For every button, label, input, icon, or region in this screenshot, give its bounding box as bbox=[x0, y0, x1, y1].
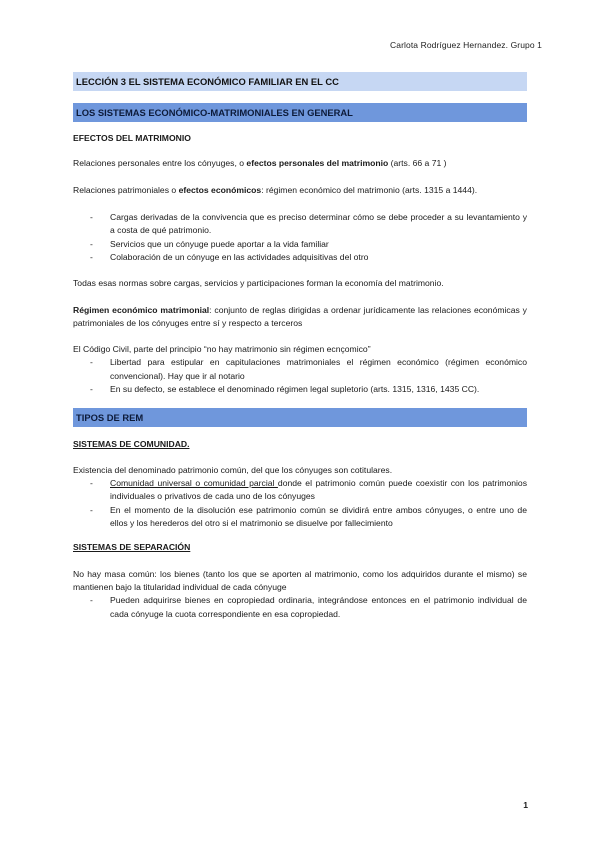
section-title-tipos: TIPOS DE REM bbox=[73, 408, 527, 427]
list-item: - Servicios que un cónyuge puede aportar a la vida familiar bbox=[90, 238, 329, 249]
list-separacion bbox=[73, 594, 527, 621]
list-item: - Libertad para estipular en capitulaciones matrimoniales el régimen económico (régimen económico convencional). Hay que ir al notario bbox=[90, 357, 527, 381]
subtitle-efectos: EFECTOS DEL MATRIMONIO bbox=[73, 133, 191, 143]
list-item: - Colaboración de un cónyuge en las actividades adquisitivas del otro bbox=[90, 251, 369, 262]
paragraph-normas: Todas esas normas sobre cargas, servicios y participaciones forman la economía del matrimonio. bbox=[73, 278, 444, 289]
paragraph-regimen-economico: Régimen económico matrimonial: conjunto de reglas dirigidas a ordenar jurídicamente las relaciones económicas y patrimoniales de los cónyuges entre sí y respecto a terceros bbox=[73, 304, 527, 328]
list-item: - Cargas derivadas de la convivencia que es preciso determinar cómo se debe proceder a su levantamiento y a costa de qué patrimonio. bbox=[90, 211, 527, 236]
list-economia-matrimonio bbox=[73, 211, 527, 264]
header-author: Carlota Rodríguez Hernandez. Grupo 1 bbox=[390, 40, 542, 50]
paragraph-relaciones-personales: Relaciones personales entre los cónyuges, o efectos personales del matrimonio (arts. 66 a 71 ) bbox=[73, 158, 447, 169]
paragraph-masa-comun: No hay masa común: los bienes (tanto los que se aporten al matrimonio, como los adquiridos durante el mismo) se mantienen bajo la titularidad individual de cada cónyuge bbox=[73, 568, 527, 592]
list-item: - Pueden adquirirse bienes en copropiedad ordinaria, integrándose entonces en el patrimonio individual de cada cónyuge la cuota correspondiente en esa copropiedad. bbox=[90, 595, 527, 619]
paragraph-patrimonio-comun: Existencia del denominado patrimonio común, del que los cónyuges son cotitulares. bbox=[73, 464, 393, 475]
lesson-title: LECCIÓN 3 EL SISTEMA ECONÓMICO FAMILIAR EN EL CC bbox=[73, 72, 527, 91]
page-number: 1 bbox=[523, 800, 528, 810]
list-regimen bbox=[73, 356, 527, 396]
paragraph-relaciones-patrimoniales: Relaciones patrimoniales o efectos económicos: régimen económico del matrimonio (arts. 1315 a 1444). bbox=[73, 184, 478, 195]
subtitle-sistemas-separacion: SISTEMAS DE SEPARACIÓN bbox=[73, 542, 191, 553]
document-body bbox=[73, 72, 527, 621]
section-title-sistemas: LOS SISTEMAS ECONÓMICO-MATRIMONIALES EN GENERAL bbox=[73, 103, 527, 122]
paragraph-codigo-civil: El Código Civil, parte del principio “no hay matrimonio sin régimen ecnçomico” bbox=[73, 344, 371, 355]
list-item: - En el momento de la disolución ese patrimonio común se dividirá entre ambos cónyuges, o entre uno de ellos y los herederos del otro si el matrimonio se disuelve por fallecimiento bbox=[90, 504, 527, 528]
subtitle-sistemas-comunidad: SISTEMAS DE COMUNIDAD. bbox=[73, 439, 190, 450]
list-comunidad bbox=[73, 477, 527, 530]
list-item: - En su defecto, se establece el denominado régimen legal supletorio (arts. 1315, 1316, 1435 CC). bbox=[90, 384, 480, 395]
list-item: - Comunidad universal o comunidad parcial donde el patrimonio común puede coexistir con los patrimonios individuales o privativos de cada uno de los cónyuges bbox=[90, 478, 528, 502]
